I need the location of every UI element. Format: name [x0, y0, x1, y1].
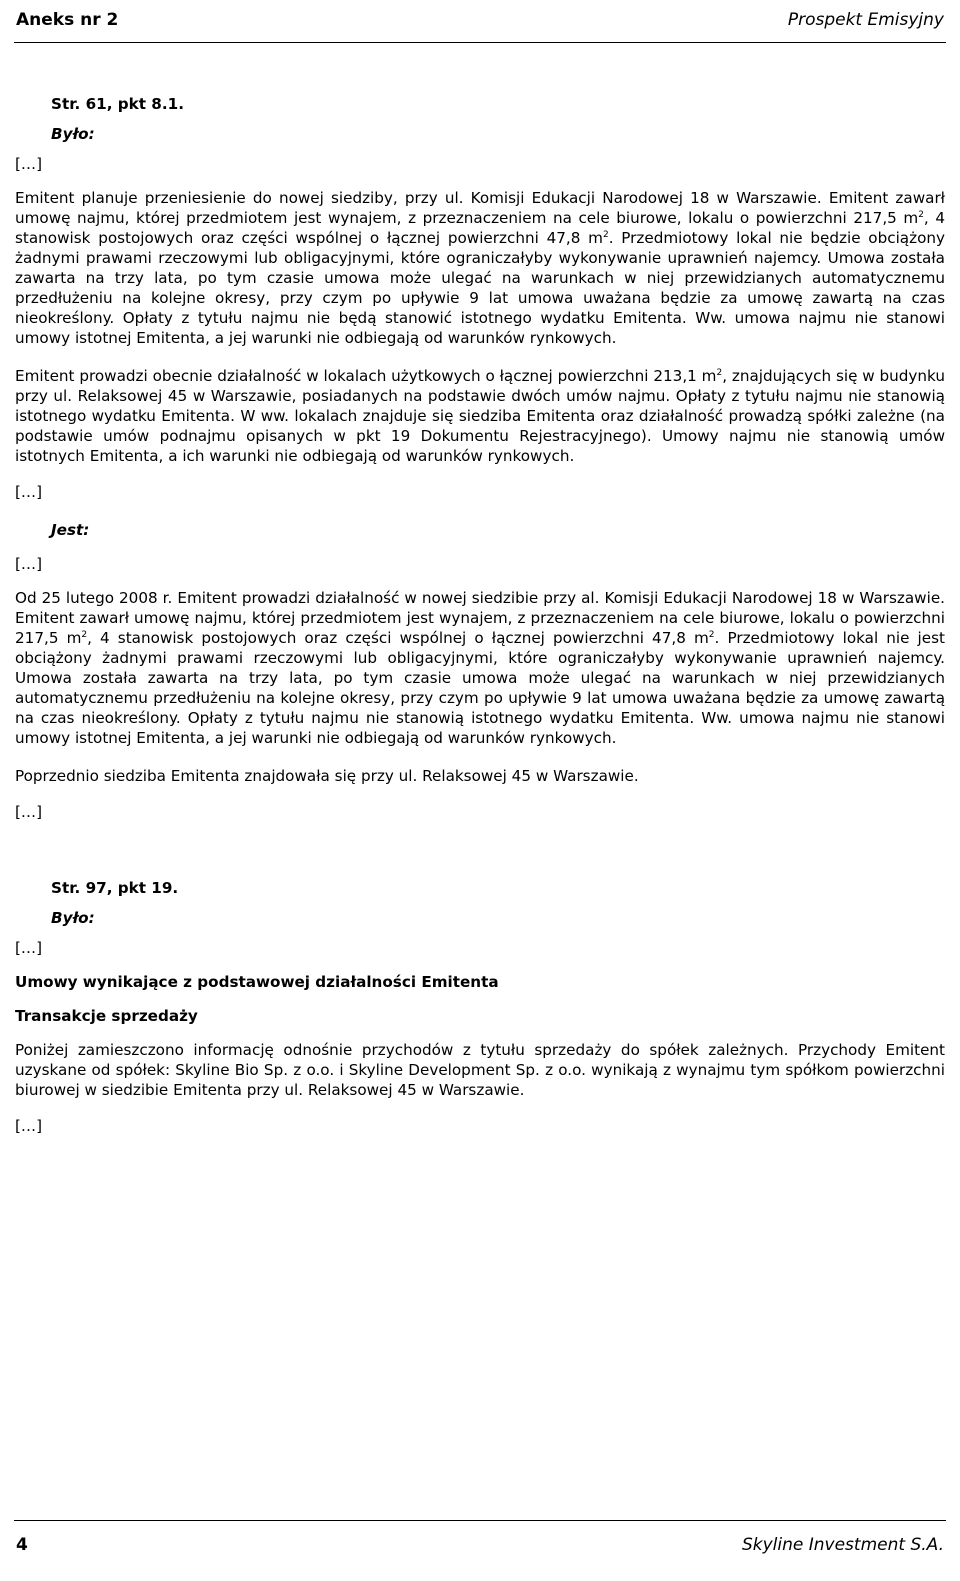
page-header [14, 8, 946, 43]
header-document-title: Prospekt Emisyjny [787, 10, 944, 30]
page-content [15, 94, 945, 1136]
section-2-was-label: Było: [51, 909, 95, 927]
page-footer [14, 1520, 946, 1581]
heading-core-agreements: Umowy wynikające z podstawowej działalności Emitenta [15, 973, 499, 991]
footer-company-name: Skyline Investment S.A. [741, 1535, 944, 1555]
ellipsis: […] [15, 483, 43, 501]
ellipsis: […] [15, 803, 43, 821]
heading-sales-transactions: Transakcje sprzedaży [15, 1007, 198, 1025]
paragraph-previous-office: Poprzednio siedziba Emitenta znajdowała się przy ul. Relaksowej 45 w Warszawie. [15, 767, 639, 785]
ellipsis: […] [15, 155, 43, 173]
ellipsis: […] [15, 555, 43, 573]
paragraph-subsidiary-revenue: Poniżej zamieszczono informację odnośnie przychodów z tytułu sprzedaży do spółek zależnych. Przychody Emitent uzyskane od spółek: Skyline Bio Sp. z o.o. i Skyline Development Sp. z o.o. wynikają z wynajmu tym spółkom powierzchni biurowej w siedzibie Emitenta przy ul. Relaksowej 45 w Warszawie. [15, 1041, 945, 1099]
section-1-is-label: Jest: [51, 521, 90, 539]
paragraph-old-office: Emitent planuje przeniesienie do nowej siedziby, przy ul. Komisji Edukacji Narodowej 18 w Warszawie. Emitent zawarł umowę najmu, której przedmiotem jest wynajem, z przeznaczeniem na cele biurowe, lokalu o powierzchni 217,5 $m^2$, 4 stanowisk postojowych oraz części wspólnej o łącznej powierzchni 47,8 $m^2$. Przedmiotowy lokal nie będzie obciążony żadnymi prawami rzeczowymi lub obligacyjnymi, które ograniczałyby wykonywanie uprawnień najemcy. Umowa została zawarta na trzy lata, po tym czasie umowa może ulegać na warunkach w niej przewidzianych automatycznemu przedłużeniu na kolejne okresy, przy czym po upływie 9 lat umowa uważana będzie za umowę zawartą na czas nieokreślony. Opłaty z tytułu najmu nie będą stanowić istotnego wydatku Emitenta. Ww. umowa najmu nie stanowi umowy istotnej Emitenta, a jej warunki nie odbiegają od warunków rynkowych. [15, 189, 945, 347]
header-annex-title: Aneks nr 2 [16, 10, 119, 30]
section-2-title: Str. 97, pkt 19. [51, 879, 179, 897]
section-1-was-label: Było: [51, 125, 95, 143]
ellipsis: […] [15, 1117, 43, 1135]
section-1-title: Str. 61, pkt 8.1. [51, 95, 184, 113]
ellipsis: […] [15, 939, 43, 957]
page-number: 4 [16, 1535, 28, 1555]
paragraph-current-premises: Emitent prowadzi obecnie działalność w lokalach użytkowych o łącznej powierzchni 213,1 $m^2$, znajdujących się w budynku przy ul. Relaksowej 45 w Warszawie, posiadanych na podstawie dwóch umów najmu. Opłaty z tytułu najmu nie stanowią istotnego wydatku Emitenta. W ww. lokalach znajduje się siedziba Emitenta oraz działalność prowadzą spółki zależne (na podstawie umów podnajmu opisanych w pkt 19 Dokumentu Rejestracyjnego). Umowy najmu nie stanowią umów istotnych Emitenta, a ich warunki nie odbiegają od warunków rynkowych. [15, 367, 945, 465]
paragraph-new-office: Od 25 lutego 2008 r. Emitent prowadzi działalność w nowej siedzibie przy al. Komisji Edukacji Narodowej 18 w Warszawie. Emitent zawarł umowę najmu, której przedmiotem jest wynajem, z przeznaczeniem na cele biurowe, lokalu o powierzchni 217,5 $m^2$, 4 stanowisk postojowych oraz części wspólnej o łącznej powierzchni 47,8 $m^2$. Przedmiotowy lokal nie jest obciążony żadnymi prawami rzeczowymi lub obligacyjnymi, które ograniczałyby wykonywanie uprawnień najemcy. Umowa została zawarta na trzy lata, po tym czasie umowa może ulegać na warunkach w niej przewidzianych automatycznemu przedłużeniu na kolejne okresy, przy czym po upływie 9 lat umowa uważana będzie za umowę zawartą na czas nieokreślony. Opłaty z tytułu najmu nie stanowią istotnego wydatku Emitenta. Ww. umowa najmu nie stanowi umowy istotnej Emitenta, a jej warunki nie odbiegają od warunków rynkowych. [15, 589, 945, 747]
